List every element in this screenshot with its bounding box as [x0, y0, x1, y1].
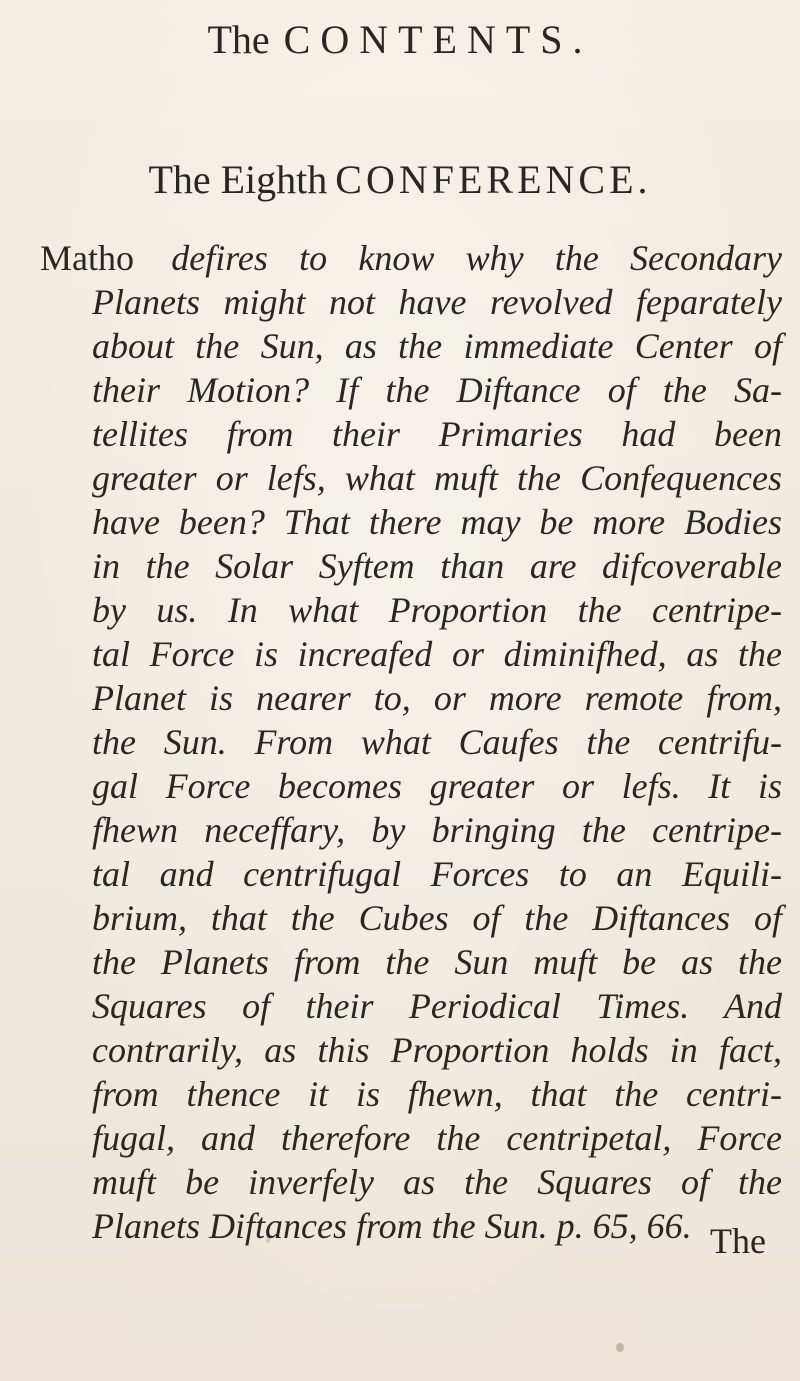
running-head: [0, 17, 800, 62]
ink-spot: [616, 1343, 624, 1352]
text-line: contrarily, as this Proportion holds in fact,: [92, 1030, 782, 1070]
catchword: The: [710, 1221, 766, 1261]
text-line: tellites from their Primaries had been: [92, 414, 782, 454]
section-title-prefix: The Eighth: [148, 157, 328, 202]
text-line: have been? That there may be more Bodies: [92, 502, 782, 542]
text-line: Squares of their Periodical Times. And: [92, 986, 782, 1026]
text-line: fhewn neceffary, by bringing the centripe-: [92, 810, 782, 850]
text-line: the Planets from the Sun muft be as the: [92, 942, 782, 982]
text-line: from thence it is fhewn, that the centri-: [92, 1074, 782, 1114]
text-line: Planets Diftances from the Sun. p. 65, 66.: [92, 1206, 692, 1246]
section-title: [0, 157, 800, 202]
ink-spot: [266, 1237, 270, 1243]
speaker-name: Matho: [40, 238, 134, 278]
text-line: their Motion? If the Diftance of the Sa-: [92, 370, 782, 410]
text-line: Planet is nearer to, or more remote from,: [92, 678, 782, 718]
text-line: Matho defires to know why the Secondary: [40, 238, 783, 278]
text-line: brium, that the Cubes of the Diftances of: [92, 898, 782, 938]
text-line: Planets might not have revolved feparately: [92, 282, 782, 322]
text-line: the Sun. From what Caufes the centrifu-: [92, 722, 782, 762]
text-line: in the Solar Syftem than are difcoverable: [92, 546, 782, 586]
text-line: about the Sun, as the immediate Center of: [92, 326, 782, 366]
text-line: fugal, and therefore the centripetal, Force: [92, 1118, 782, 1158]
text-line: greater or lefs, what muft the Confequences: [92, 458, 782, 498]
running-head-the: The: [207, 17, 270, 62]
text-line: gal Force becomes greater or lefs. It is: [92, 766, 782, 806]
text-line: tal and centrifugal Forces to an Equili-: [92, 854, 782, 894]
text-line: muft be inverfely as the Squares of the: [92, 1162, 782, 1202]
text-line: by us. In what Proportion the centripe-: [92, 590, 782, 630]
text-line: tal Force is increafed or diminifhed, as the: [92, 634, 782, 674]
running-head-contents: CONTENTS.: [283, 17, 593, 62]
section-title-conference: CONFERENCE.: [335, 157, 652, 202]
